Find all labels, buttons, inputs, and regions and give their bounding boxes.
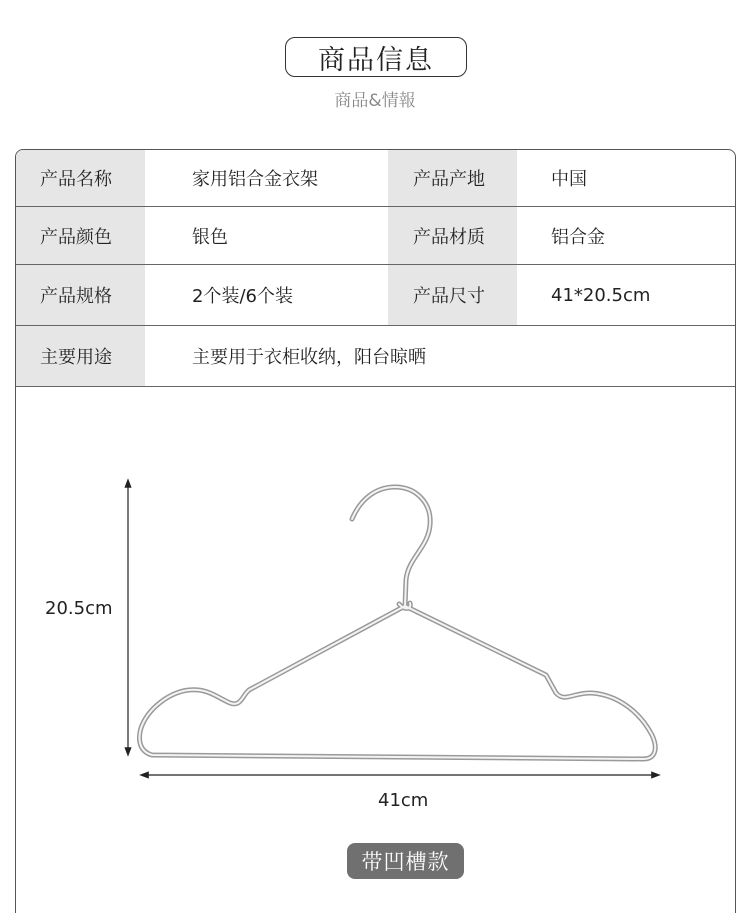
spec-value: 铝合金 [551,226,605,248]
spec-value: 家用铝合金衣架 [192,169,318,190]
hanger-icon [139,487,655,759]
spec-value: 主要用于衣柜收纳，阳台晾晒 [192,347,426,368]
width-label: 41cm [378,790,429,811]
spec-label: 产品产地 [388,150,517,206]
spec-label: 产品尺寸 [388,265,517,325]
spec-value: 41*20.5cm [551,284,651,306]
spec-value: 银色 [192,226,228,248]
spec-label: 产品规格 [16,265,145,325]
variant-badge: 带凹槽款 [347,843,464,879]
spec-label: 产品名称 [16,150,145,206]
spec-label: 产品材质 [388,207,517,264]
spec-label: 产品颜色 [16,207,145,264]
section-title: 商品信息 [285,37,467,77]
spec-value: 2个装/6个装 [192,286,293,307]
section-subtitle: 商品&情報 [334,91,416,111]
height-label: 20.5cm [45,598,113,619]
spec-value: 中国 [551,169,587,190]
spec-label: 主要用途 [16,326,145,386]
